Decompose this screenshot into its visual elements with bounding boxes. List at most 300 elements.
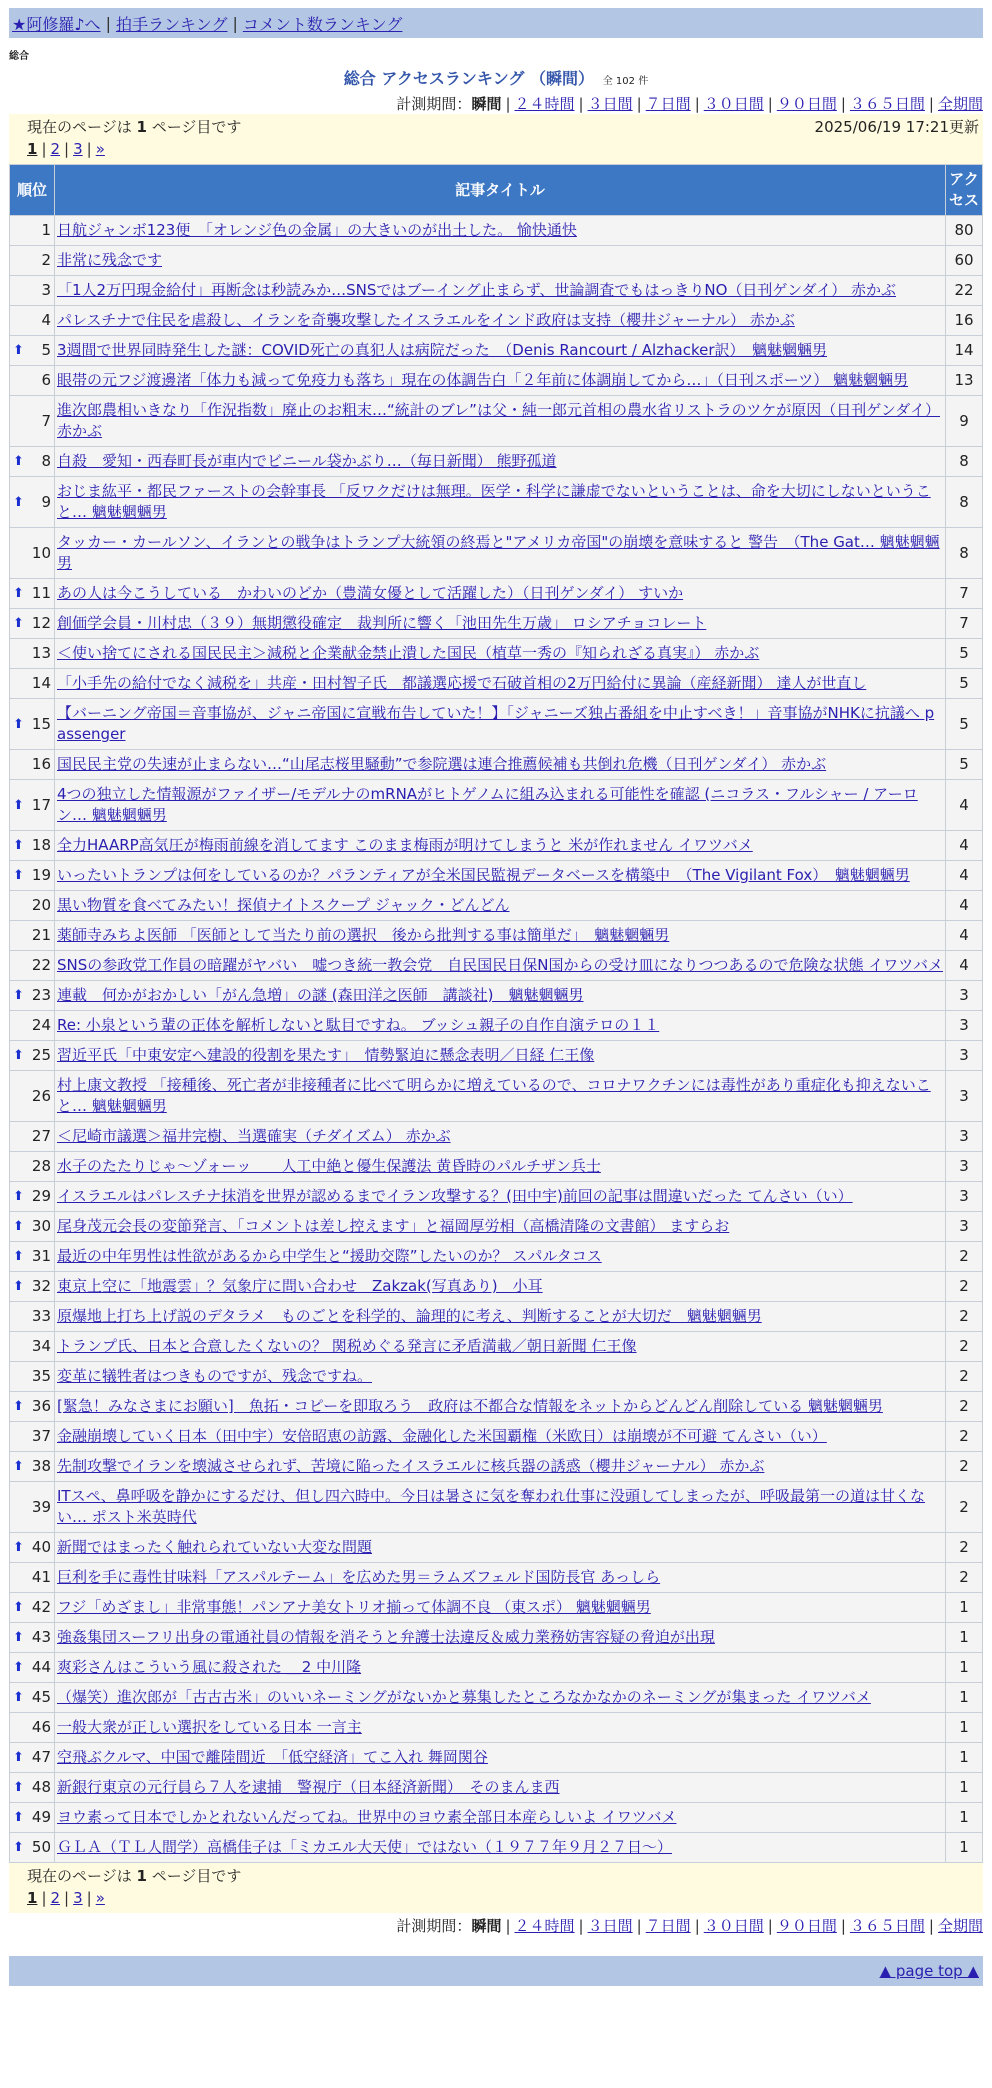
page-info-bottom [9, 1863, 983, 1913]
period-separator: | [767, 1917, 773, 1935]
table-row [10, 366, 982, 395]
rank-cell [10, 1773, 54, 1802]
rank-number: 35 [31, 1367, 51, 1385]
table-row [10, 1332, 982, 1361]
article-link[interactable]: おじま紘平・都民ファーストの会幹事長 「反ワクだけは無理。医学・科学に謙虚でないということは、命を大切にしないということ… 魑魅魍魎男 [57, 482, 931, 521]
rank-number: 16 [31, 755, 51, 773]
title-header: 記事タイトル [55, 165, 945, 215]
rank-cell [10, 609, 54, 638]
rank-cell [10, 1302, 54, 1331]
access-count: 3 [946, 1122, 982, 1151]
table-row [10, 1563, 982, 1592]
rank-cell [10, 1041, 54, 1070]
up-arrow-icon: ⬆ [13, 1459, 24, 1474]
table-row [10, 1482, 982, 1532]
up-arrow-icon: ⬆ [13, 716, 24, 732]
period-current: 瞬間 [471, 95, 502, 113]
access-count: 2 [946, 1533, 982, 1562]
access-count: 3 [946, 1212, 982, 1241]
access-count: 7 [946, 579, 982, 608]
up-arrow-icon: ⬆ [13, 1660, 24, 1675]
table-row [10, 1392, 982, 1421]
title-cell [55, 831, 945, 860]
article-link[interactable]: 最近の中年男性は性欲があるから中学生と“援助交際”したいのか？ スパルタコス [57, 1247, 602, 1265]
title-cell [55, 639, 945, 668]
period-separator: | [636, 95, 642, 113]
rank-number: 43 [31, 1628, 51, 1646]
title-cell [55, 1182, 945, 1211]
article-link[interactable]: 自殺 愛知・西春町長が車内でビニール袋かぶり…（毎日新聞） 熊野孤道 [57, 452, 557, 470]
article-link[interactable]: 空飛ぶクルマ、中国で離陸間近 「低空経済」てこ入れ 舞岡関谷 [57, 1748, 488, 1766]
up-arrow-icon: ⬆ [13, 1249, 24, 1264]
rank-cell [10, 579, 54, 608]
rank-cell [10, 1152, 54, 1181]
table-row [10, 1302, 982, 1331]
period-link-3[interactable]: ７日間 [645, 1917, 691, 1935]
period-link-2[interactable]: ３日間 [587, 95, 633, 113]
title-cell [55, 276, 945, 305]
rank-number: 47 [31, 1748, 51, 1766]
up-arrow-icon: ⬆ [13, 1048, 24, 1063]
access-count: 1 [946, 1803, 982, 1832]
article-link[interactable]: 「1人2万円現金給付」再断念は秒読みか…SNSではブーイング止まらず、世論調査でもはっきりNO（日刊ゲンダイ） 赤かぶ [57, 281, 897, 299]
rank-cell [10, 1653, 54, 1682]
rank-cell [10, 1563, 54, 1592]
article-link[interactable]: 日航ジャンボ123便 「オレンジ色の金属」の大きいのが出土した。 愉快通快 [57, 221, 577, 239]
rank-cell [10, 366, 54, 395]
rank-number: 7 [41, 411, 51, 430]
rank-number: 20 [31, 896, 51, 914]
period-link-3[interactable]: ７日間 [645, 95, 691, 113]
page-text-before: 現在のページは [27, 1867, 137, 1885]
access-count: 14 [946, 336, 982, 365]
article-link[interactable]: 尾身茂元会長の変節発言、「コメントは差し控えます」と福岡厚労相（高橋清隆の文書館） ますらお [57, 1217, 730, 1235]
title-cell [55, 780, 945, 830]
article-link[interactable]: 薬師寺みちよ医師 「医師として当たり前の選択 後から批判する事は簡単だ」 魑魅魍魎男 [57, 926, 670, 944]
period-separator: | [840, 1917, 846, 1935]
rank-cell [10, 921, 54, 950]
article-link[interactable]: 強姦集団スーフリ出身の電通社員の情報を消そうと弁護士法違反＆威力業務妨害容疑の脅迫が出現 [57, 1628, 715, 1646]
current-page-number: 1 [136, 118, 147, 136]
article-link[interactable]: 創価学会員・川村忠（３９）無期懲役確定 裁判所に響く「池田先生万歳」 ロシアチョコレート [57, 614, 707, 632]
access-count: 2 [946, 1482, 982, 1532]
rank-cell [10, 336, 54, 365]
up-arrow-icon: ⬆ [13, 1189, 24, 1204]
rank-number: 18 [31, 836, 51, 854]
title-cell [55, 336, 945, 365]
access-count: 3 [946, 1011, 982, 1040]
article-link[interactable]: 変革に犠牲者はつきものですが、残念ですね。 [57, 1367, 373, 1385]
clap-ranking-link[interactable]: 拍手ランキング [115, 14, 228, 34]
period-link-4[interactable]: ３０日間 [703, 1917, 764, 1935]
period-separator: | [928, 95, 934, 113]
period-current: 瞬間 [471, 1917, 502, 1935]
title-cell [55, 1122, 945, 1151]
page-info-top [9, 114, 983, 164]
rank-number: 28 [31, 1157, 51, 1175]
title-cell [55, 579, 945, 608]
access-count: 2 [946, 1452, 982, 1481]
table-row [10, 1803, 982, 1832]
period-separator: | [694, 95, 700, 113]
up-arrow-icon: ⬆ [13, 454, 24, 469]
article-link[interactable]: （爆笑）進次郎が「古古古米」のいいネーミングがないかと募集したところなかなかのネーミングが集まった イワツバメ [57, 1688, 871, 1706]
period-selector-bottom [0, 1916, 983, 1936]
rank-cell [10, 216, 54, 245]
table-row [10, 780, 982, 830]
period-link-6[interactable]: ３６５日間 [849, 1917, 925, 1935]
article-link[interactable]: 黒い物質を食べてみたい！探偵ナイトスクープ ジャック・どんどん [57, 896, 510, 914]
table-row [10, 891, 982, 920]
title-cell [55, 861, 945, 890]
article-link[interactable]: 【バーニング帝国＝音事協が、ジャニ帝国に宣戦布告していた！】「ジャニーズ独占番組を中止すべき！」音事協がNHKに抗議へ passenger [57, 704, 935, 743]
article-link[interactable]: 新聞ではまったく触れられていない大変な問題 [57, 1538, 373, 1556]
pager-page-2[interactable]: 2 [50, 1889, 61, 1907]
table-row [10, 336, 982, 365]
table-row [10, 1713, 982, 1742]
article-link[interactable]: SNSの参政党工作員の暗躍がヤバい 嘘つき統一教会党 自民国民日保N国からの受け皿になりつつあるので危険な状態 イワツバメ [57, 956, 943, 974]
article-link[interactable]: いったいトランプは何をしているのか？パランティアが全米国民監視データベースを構築中 （The Vigilant Fox） 魑魅魍魎男 [57, 866, 910, 884]
access-count: 4 [946, 891, 982, 920]
rank-cell [10, 1422, 54, 1451]
title-cell [55, 528, 945, 578]
period-link-4[interactable]: ３０日間 [703, 95, 764, 113]
rank-number: 34 [31, 1337, 51, 1355]
title-cell [55, 1482, 945, 1532]
title-cell [55, 1071, 945, 1121]
article-link[interactable]: ヨウ素って日本でしかとれないんだってね。世界中のヨウ素全部日本産らしいよ イワツバメ [57, 1808, 677, 1826]
title-cell [55, 1833, 945, 1862]
period-link-5[interactable]: ９０日間 [776, 1917, 837, 1935]
rank-number: 13 [31, 644, 51, 662]
article-link[interactable]: 村上康文教授 「接種後、死亡者が非接種者に比べて明らかに増えているので、コロナワクチンには毒性があり重症化も抑えないこと… 魑魅魍魎男 [57, 1076, 931, 1115]
home-link[interactable]: ★阿修羅♪へ [12, 14, 101, 34]
article-link[interactable]: 4つの独立した情報源がファイザー/モデルナのmRNAがヒトゲノムに組み込まれる可能性を確認 (ニコラス・フルシャー / アーロン… 魑魅魍魎男 [57, 785, 918, 824]
access-count: 1 [946, 1683, 982, 1712]
article-link[interactable]: 3週間で世界同時発生した謎：COVID死亡の真犯人は病院だった （Denis Rancourt / Alzhacker訳） 魑魅魍魎男 [57, 341, 827, 359]
article-link[interactable]: 水子のたたりじゃ～ゾォーッ 人工中絶と優生保護法 黄昏時のパルチザン兵士 [57, 1157, 601, 1175]
period-separator: | [928, 1917, 934, 1935]
pager-separator: | [64, 140, 70, 158]
nav-separator: | [232, 13, 238, 33]
article-link[interactable]: イスラエルはパレスチナ抹消を世界が認めるまでイラン攻撃する？(田中宇)前回の記事は間違いだった てんさい（い） [57, 1187, 853, 1205]
period-link-1[interactable]: ２４時間 [514, 1917, 575, 1935]
table-row [10, 1533, 982, 1562]
period-label: 計測期間： [396, 1917, 472, 1935]
rank-number: 38 [31, 1457, 51, 1475]
rank-cell [10, 396, 54, 446]
access-count: 1 [946, 1713, 982, 1742]
period-separator: | [840, 95, 846, 113]
title-cell [55, 951, 945, 980]
rank-number: 36 [31, 1397, 51, 1415]
rank-number: 37 [31, 1427, 51, 1445]
updated-timestamp: 2025/06/19 17:21更新 [814, 118, 979, 136]
title-cell [55, 1653, 945, 1682]
article-link[interactable]: フジ「めざまし」非常事態！パンアナ美女トリオ揃って体調不良 （東スポ） 魑魅魍魎男 [57, 1598, 651, 1616]
title-cell [55, 306, 945, 335]
table-row [10, 528, 982, 578]
rank-cell [10, 780, 54, 830]
table-row [10, 951, 982, 980]
pager-page-3[interactable]: 3 [73, 140, 83, 158]
pager-page-3[interactable]: 3 [73, 1889, 83, 1907]
table-row [10, 1182, 982, 1211]
rank-cell [10, 1533, 54, 1562]
rank-cell [10, 477, 54, 527]
table-row [10, 276, 982, 305]
table-row [10, 1593, 982, 1622]
rank-number: 1 [41, 221, 51, 239]
rank-number: 12 [31, 614, 51, 632]
access-count: 2 [946, 1332, 982, 1361]
table-row [10, 1683, 982, 1712]
title-cell [55, 447, 945, 476]
rank-cell [10, 639, 54, 668]
article-link[interactable]: 巨利を手に毒性甘味料「アスパルテーム」を広めた男＝ラムズフェルド国防長官 あっしら [57, 1568, 661, 1586]
table-row [10, 216, 982, 245]
rank-cell [10, 306, 54, 335]
comment-ranking-link[interactable]: コメント数ランキング [242, 14, 403, 34]
nav-separator: | [105, 13, 111, 33]
access-count: 3 [946, 1152, 982, 1181]
title-cell [55, 1362, 945, 1391]
article-link[interactable]: パレスチナで住民を虐殺し、イランを奇襲攻撃したイスラエルをインド政府は支持（櫻井ジャーナル） 赤かぶ [57, 311, 795, 329]
article-link[interactable]: ＜尼崎市議選＞福井完樹、当選確実（チダイズム） 赤かぶ [57, 1127, 451, 1145]
table-row [10, 1452, 982, 1481]
rank-number: 9 [41, 492, 51, 511]
title-cell [55, 921, 945, 950]
article-link[interactable]: [緊急！みなさまにお願い] 魚拓・コピーを即取ろう 政府は不都合な情報をネットからどんどん削除している 魑魅魍魎男 [57, 1397, 883, 1415]
period-separator: | [578, 1917, 584, 1935]
rank-number: 45 [31, 1688, 51, 1706]
rank-number: 17 [31, 795, 51, 814]
up-arrow-icon: ⬆ [13, 586, 24, 601]
rank-number: 46 [31, 1718, 51, 1736]
article-link[interactable]: タッカー・カールソン、イランとの戦争はトランプ大統領の終焉と"アメリカ帝国"の崩壊を意味すると 警告 （The Gat… 魑魅魍魎男 [57, 533, 940, 572]
article-link[interactable]: 進次郎農相いきなり「作況指数」廃止のお粗末…“統計のブレ”は父・純一郎元首相の農水省リストラのツケが原因（日刊ゲンダイ） 赤かぶ [57, 401, 940, 440]
article-link[interactable]: Re: 小泉という輩の正体を解析しないと駄目ですね。 ブッシュ親子の自作自演テロの１１ [57, 1016, 660, 1034]
title-cell [55, 1743, 945, 1772]
title-cell [55, 1011, 945, 1040]
table-row [10, 1272, 982, 1301]
article-link[interactable]: 先制攻撃でイランを壊滅させられず、苦境に陥ったイスラエルに核兵器の誘惑（櫻井ジャーナル） 赤かぶ [57, 1457, 765, 1475]
period-selector-top [0, 94, 983, 114]
access-count: 4 [946, 831, 982, 860]
article-link[interactable]: 一般大衆が正しい選択をしている日本 一言主 [57, 1718, 362, 1736]
rank-number: 39 [31, 1497, 51, 1516]
table-row [10, 396, 982, 446]
table-row [10, 609, 982, 638]
ranking-table [9, 164, 983, 1863]
access-count: 8 [946, 528, 982, 578]
rank-cell [10, 528, 54, 578]
up-arrow-icon: ⬆ [13, 1279, 24, 1294]
category-label: 総合 [9, 51, 29, 62]
period-link-1[interactable]: ２４時間 [514, 95, 575, 113]
title-cell [55, 477, 945, 527]
access-count: 3 [946, 981, 982, 1010]
article-link[interactable]: 東京上空に「地震雲」？気象庁に問い合わせ Zakzak(写真あり) 小耳 [57, 1277, 543, 1295]
article-link[interactable]: 金融崩壊していく日本（田中宇）安倍昭恵の訪露、金融化した米国覇権（米欧日）は崩壊が不可避 てんさい（い） [57, 1427, 827, 1445]
article-link[interactable]: 非常に残念です [57, 251, 163, 269]
table-row [10, 1743, 982, 1772]
table-row [10, 1362, 982, 1391]
rank-number: 48 [31, 1778, 51, 1796]
period-link-6[interactable]: ３６５日間 [849, 95, 925, 113]
article-link[interactable]: ＧＬＡ（ＴＬ人間学）高橋佳子は「ミカエル大天使」ではない（１９７７年９月２７日～） [57, 1838, 673, 1856]
rank-number: 21 [31, 926, 51, 944]
rank-number: 11 [31, 584, 51, 602]
period-link-2[interactable]: ３日間 [587, 1917, 633, 1935]
up-arrow-icon: ⬆ [13, 1600, 24, 1615]
article-link[interactable]: ＜使い捨てにされる国民民主＞減税と企業献金禁止潰した国民（植草一秀の『知られざる真実』） 赤かぶ [57, 644, 760, 662]
rank-cell [10, 276, 54, 305]
pager-page-2[interactable]: 2 [50, 140, 61, 158]
rank-cell [10, 1071, 54, 1121]
rank-number: 6 [41, 371, 51, 389]
title-cell [55, 609, 945, 638]
rank-cell [10, 1743, 54, 1772]
rank-number: 32 [31, 1277, 51, 1295]
period-separator: | [636, 1917, 642, 1935]
access-count: 2 [946, 1422, 982, 1451]
rank-number: 8 [41, 452, 51, 470]
access-count: 2 [946, 1392, 982, 1421]
table-header-row [10, 165, 982, 215]
table-row [10, 447, 982, 476]
access-count: 8 [946, 447, 982, 476]
rank-number: 23 [31, 986, 51, 1004]
article-link[interactable]: 原爆地上打ち上げ説のデタラメ ものごとを科学的、論理的に考え、判断することが大切だ 魑魅魍魎男 [57, 1307, 762, 1325]
access-count: 4 [946, 780, 982, 830]
page-text-after: ページ目です [146, 118, 242, 136]
title-cell [55, 1452, 945, 1481]
access-count: 4 [946, 921, 982, 950]
access-header: アクセス [946, 165, 982, 215]
article-link[interactable]: 全力HAARP高気圧が梅雨前線を消してます このまま梅雨が明けてしまうと 米が作れません イワツバメ [57, 836, 753, 854]
title-cell [55, 246, 945, 275]
pager-next[interactable]: » [95, 1889, 105, 1907]
period-separator: | [767, 95, 773, 113]
period-link-5[interactable]: ９０日間 [776, 95, 837, 113]
access-count: 1 [946, 1833, 982, 1862]
page-top-link[interactable]: ▲ page top ▲ [879, 1962, 979, 1980]
period-separator: | [505, 1917, 511, 1935]
article-link[interactable]: ITスペ、鼻呼吸を静かにするだけ、但し四六時中。今日は暑さに気を奪われ仕事に没頭してしまったが、呼吸最第一の道は甘くない… ポスト米英時代 [57, 1487, 925, 1526]
access-count: 2 [946, 1272, 982, 1301]
rank-number: 25 [31, 1046, 51, 1064]
table-row [10, 1041, 982, 1070]
pager-next[interactable]: » [95, 140, 105, 158]
top-nav-bar [9, 8, 983, 38]
rank-cell [10, 246, 54, 275]
title-cell [55, 366, 945, 395]
access-count: 2 [946, 1302, 982, 1331]
rank-number: 22 [31, 956, 51, 974]
article-link[interactable]: 眼帯の元フジ渡邊渚「体力も減って免疫力も落ち」現在の体調告白「２年前に体調崩してから…」（日刊スポーツ） 魑魅魍魎男 [57, 371, 909, 389]
rank-cell [10, 1122, 54, 1151]
article-link[interactable]: 爽彩さんはこういう風に殺された ＿2 中川隆 [57, 1658, 362, 1676]
access-count: 22 [946, 276, 982, 305]
rank-number: 24 [31, 1016, 51, 1034]
access-count: 4 [946, 861, 982, 890]
period-separator: | [694, 1917, 700, 1935]
access-count: 1 [946, 1623, 982, 1652]
pager-separator: | [41, 1889, 47, 1907]
rank-number: 41 [31, 1568, 51, 1586]
article-link[interactable]: 新銀行東京の元行員ら７人を逮捕 警視庁（日本経済新聞） そのまんま西 [57, 1778, 560, 1796]
period-separator: | [578, 95, 584, 113]
rank-number: 27 [31, 1127, 51, 1145]
title-cell [55, 699, 945, 749]
article-link[interactable]: あの人は今こうしている かわいのどか（豊満女優として活躍した）（日刊ゲンダイ） すいか [57, 584, 684, 602]
up-arrow-icon: ⬆ [13, 988, 24, 1003]
current-page-text [27, 1865, 983, 1887]
table-row [10, 1152, 982, 1181]
table-row [10, 1422, 982, 1451]
title-cell [55, 1593, 945, 1622]
rank-cell [10, 699, 54, 749]
article-link[interactable]: 習近平氏「中東安定へ建設的役割を果たす」 情勢緊迫に懸念表明／日経 仁王像 [57, 1046, 595, 1064]
rank-cell [10, 1713, 54, 1742]
up-arrow-icon: ⬆ [13, 1690, 24, 1705]
rank-number: 49 [31, 1808, 51, 1826]
up-arrow-icon: ⬆ [13, 343, 24, 358]
title-cell [55, 1212, 945, 1241]
access-count: 1 [946, 1593, 982, 1622]
table-row [10, 921, 982, 950]
article-link[interactable]: 連載 何かがおかしい「がん急増」の謎 (森田洋之医師 講談社) 魑魅魍魎男 [57, 986, 584, 1004]
footer-bar [9, 1956, 983, 1986]
table-row [10, 639, 982, 668]
rank-cell [10, 1362, 54, 1391]
rank-number: 42 [31, 1598, 51, 1616]
current-page-number: 1 [136, 1867, 147, 1885]
title-cell [55, 1422, 945, 1451]
title-cell [55, 216, 945, 245]
access-count: 8 [946, 477, 982, 527]
rank-number: 10 [31, 543, 51, 562]
period-link-7[interactable]: 全期間 [937, 1917, 983, 1935]
table-row [10, 1071, 982, 1121]
table-row [10, 1653, 982, 1682]
title-cell [55, 1152, 945, 1181]
title-cell [55, 1533, 945, 1562]
rank-number: 33 [31, 1307, 51, 1325]
rank-number: 19 [31, 866, 51, 884]
title-cell [55, 669, 945, 698]
article-link[interactable]: 国民民主党の失速が止まらない…“山尾志桜里騒動”で参院選は連合推薦候補も共倒れ危機（日刊ゲンダイ） 赤かぶ [57, 755, 827, 773]
access-count: 1 [946, 1743, 982, 1772]
period-link-7[interactable]: 全期間 [937, 95, 983, 113]
article-link[interactable]: トランプ氏、日本と合意したくないの？ 関税めぐる発言に矛盾満載／朝日新聞 仁王像 [57, 1337, 637, 1355]
title-cell [55, 1041, 945, 1070]
rank-number: 4 [41, 311, 51, 329]
up-arrow-icon: ⬆ [13, 868, 24, 883]
pager-separator: | [64, 1889, 70, 1907]
access-count: 4 [946, 951, 982, 980]
table-row [10, 750, 982, 779]
up-arrow-icon: ⬆ [13, 494, 24, 510]
article-link[interactable]: 「小手先の給付でなく減税を」共産・田村智子氏 都議選応援で石破首相の2万円給付に異論（産経新聞） 達人が世直し [57, 674, 867, 692]
rank-header: 順位 [10, 165, 54, 215]
item-count: 全 102 件 [602, 76, 649, 87]
rank-cell [10, 1623, 54, 1652]
title-cell [55, 1563, 945, 1592]
title-cell [55, 1272, 945, 1301]
rank-cell [10, 1452, 54, 1481]
